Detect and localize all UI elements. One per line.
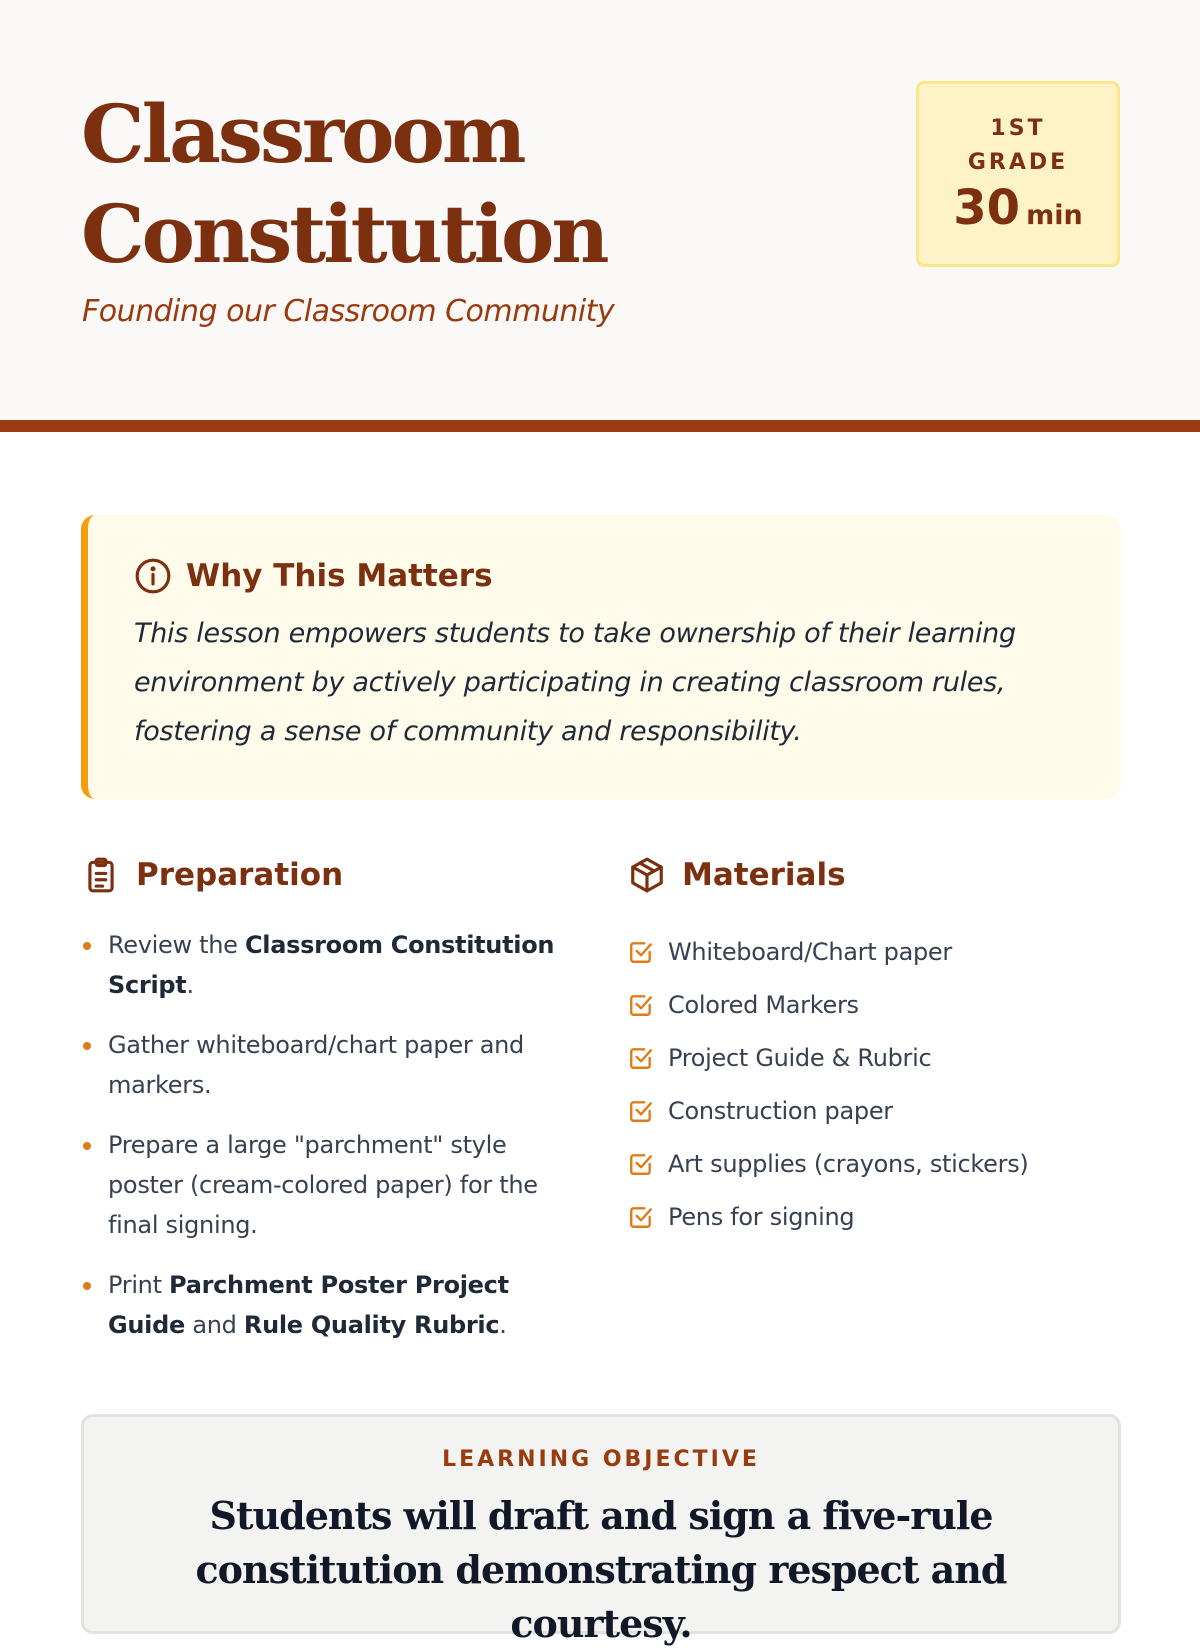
material-label: Project Guide & Rubric <box>668 1043 932 1072</box>
item-text: . <box>186 971 194 999</box>
preparation-list <box>82 925 582 1365</box>
title-line-2: Constitution <box>81 187 607 281</box>
checkbox-icon <box>628 939 654 965</box>
duration-display <box>919 178 1117 238</box>
list-item <box>628 1031 1128 1084</box>
materials-heading <box>628 856 846 894</box>
list-item <box>82 1265 582 1345</box>
learning-objective-card <box>81 1414 1121 1646</box>
grade-duration-badge <box>916 81 1120 267</box>
why-title: Why This Matters <box>186 558 493 594</box>
why-body: This lesson empowers students to take ownership of their learning environment by actively participating in creating classroom rules, fostering a sense of community and responsibility. <box>134 618 1016 747</box>
duration-unit: min <box>1026 200 1083 231</box>
item-bold-text: Parchment Poster Project Guide <box>108 1271 509 1339</box>
material-label: Construction paper <box>668 1096 893 1125</box>
material-label: Pens for signing <box>668 1202 855 1231</box>
item-bold-text: Classroom Constitution Script <box>108 931 555 999</box>
preparation-title: Preparation <box>136 857 344 893</box>
item-bold-text: Rule Quality Rubric <box>243 1311 500 1339</box>
item-text: Prepare a large "parchment" style poster (cream-colored paper) for the final signing. <box>108 1131 538 1239</box>
objective-text: Students will draft and sign a five-rule constitution demonstrating respect and courtesy. <box>195 1493 1007 1646</box>
checkbox-icon <box>628 1204 654 1230</box>
why-this-matters-callout <box>81 515 1121 799</box>
checkbox-icon <box>628 1045 654 1071</box>
checkbox-icon <box>628 1098 654 1124</box>
item-text: and <box>184 1311 244 1339</box>
list-item <box>628 978 1128 1031</box>
duration-value: 30 <box>953 180 1021 236</box>
list-item <box>628 925 1128 978</box>
list-item <box>82 925 582 1005</box>
page-subtitle: Founding our Classroom Community <box>82 294 615 329</box>
list-item <box>628 1190 1128 1243</box>
material-label: Whiteboard/Chart paper <box>668 937 952 966</box>
checkbox-icon <box>628 992 654 1018</box>
item-text: Gather whiteboard/chart paper and markers. <box>108 1031 524 1099</box>
materials-title: Materials <box>682 857 846 893</box>
material-label: Art supplies (crayons, stickers) <box>668 1149 1029 1178</box>
objective-label: LEARNING OBJECTIVE <box>442 1447 760 1472</box>
title-line-1: Classroom <box>81 87 524 181</box>
checkbox-icon <box>628 1151 654 1177</box>
lesson-header <box>0 0 1200 432</box>
materials-list <box>628 925 1128 1243</box>
item-text: Print <box>108 1271 170 1299</box>
list-item <box>82 1025 582 1105</box>
preparation-heading <box>82 856 343 894</box>
box-icon <box>628 856 666 894</box>
grade-label: 1ST GRADE <box>967 116 1069 175</box>
item-text: . <box>499 1311 507 1339</box>
clipboard-icon <box>82 856 120 894</box>
info-icon <box>134 557 172 595</box>
list-item <box>628 1137 1128 1190</box>
list-item <box>628 1084 1128 1137</box>
list-item <box>82 1125 582 1245</box>
material-label: Colored Markers <box>668 990 859 1019</box>
why-heading <box>134 557 493 595</box>
page-title <box>81 84 607 284</box>
item-text: Review the <box>108 931 245 959</box>
